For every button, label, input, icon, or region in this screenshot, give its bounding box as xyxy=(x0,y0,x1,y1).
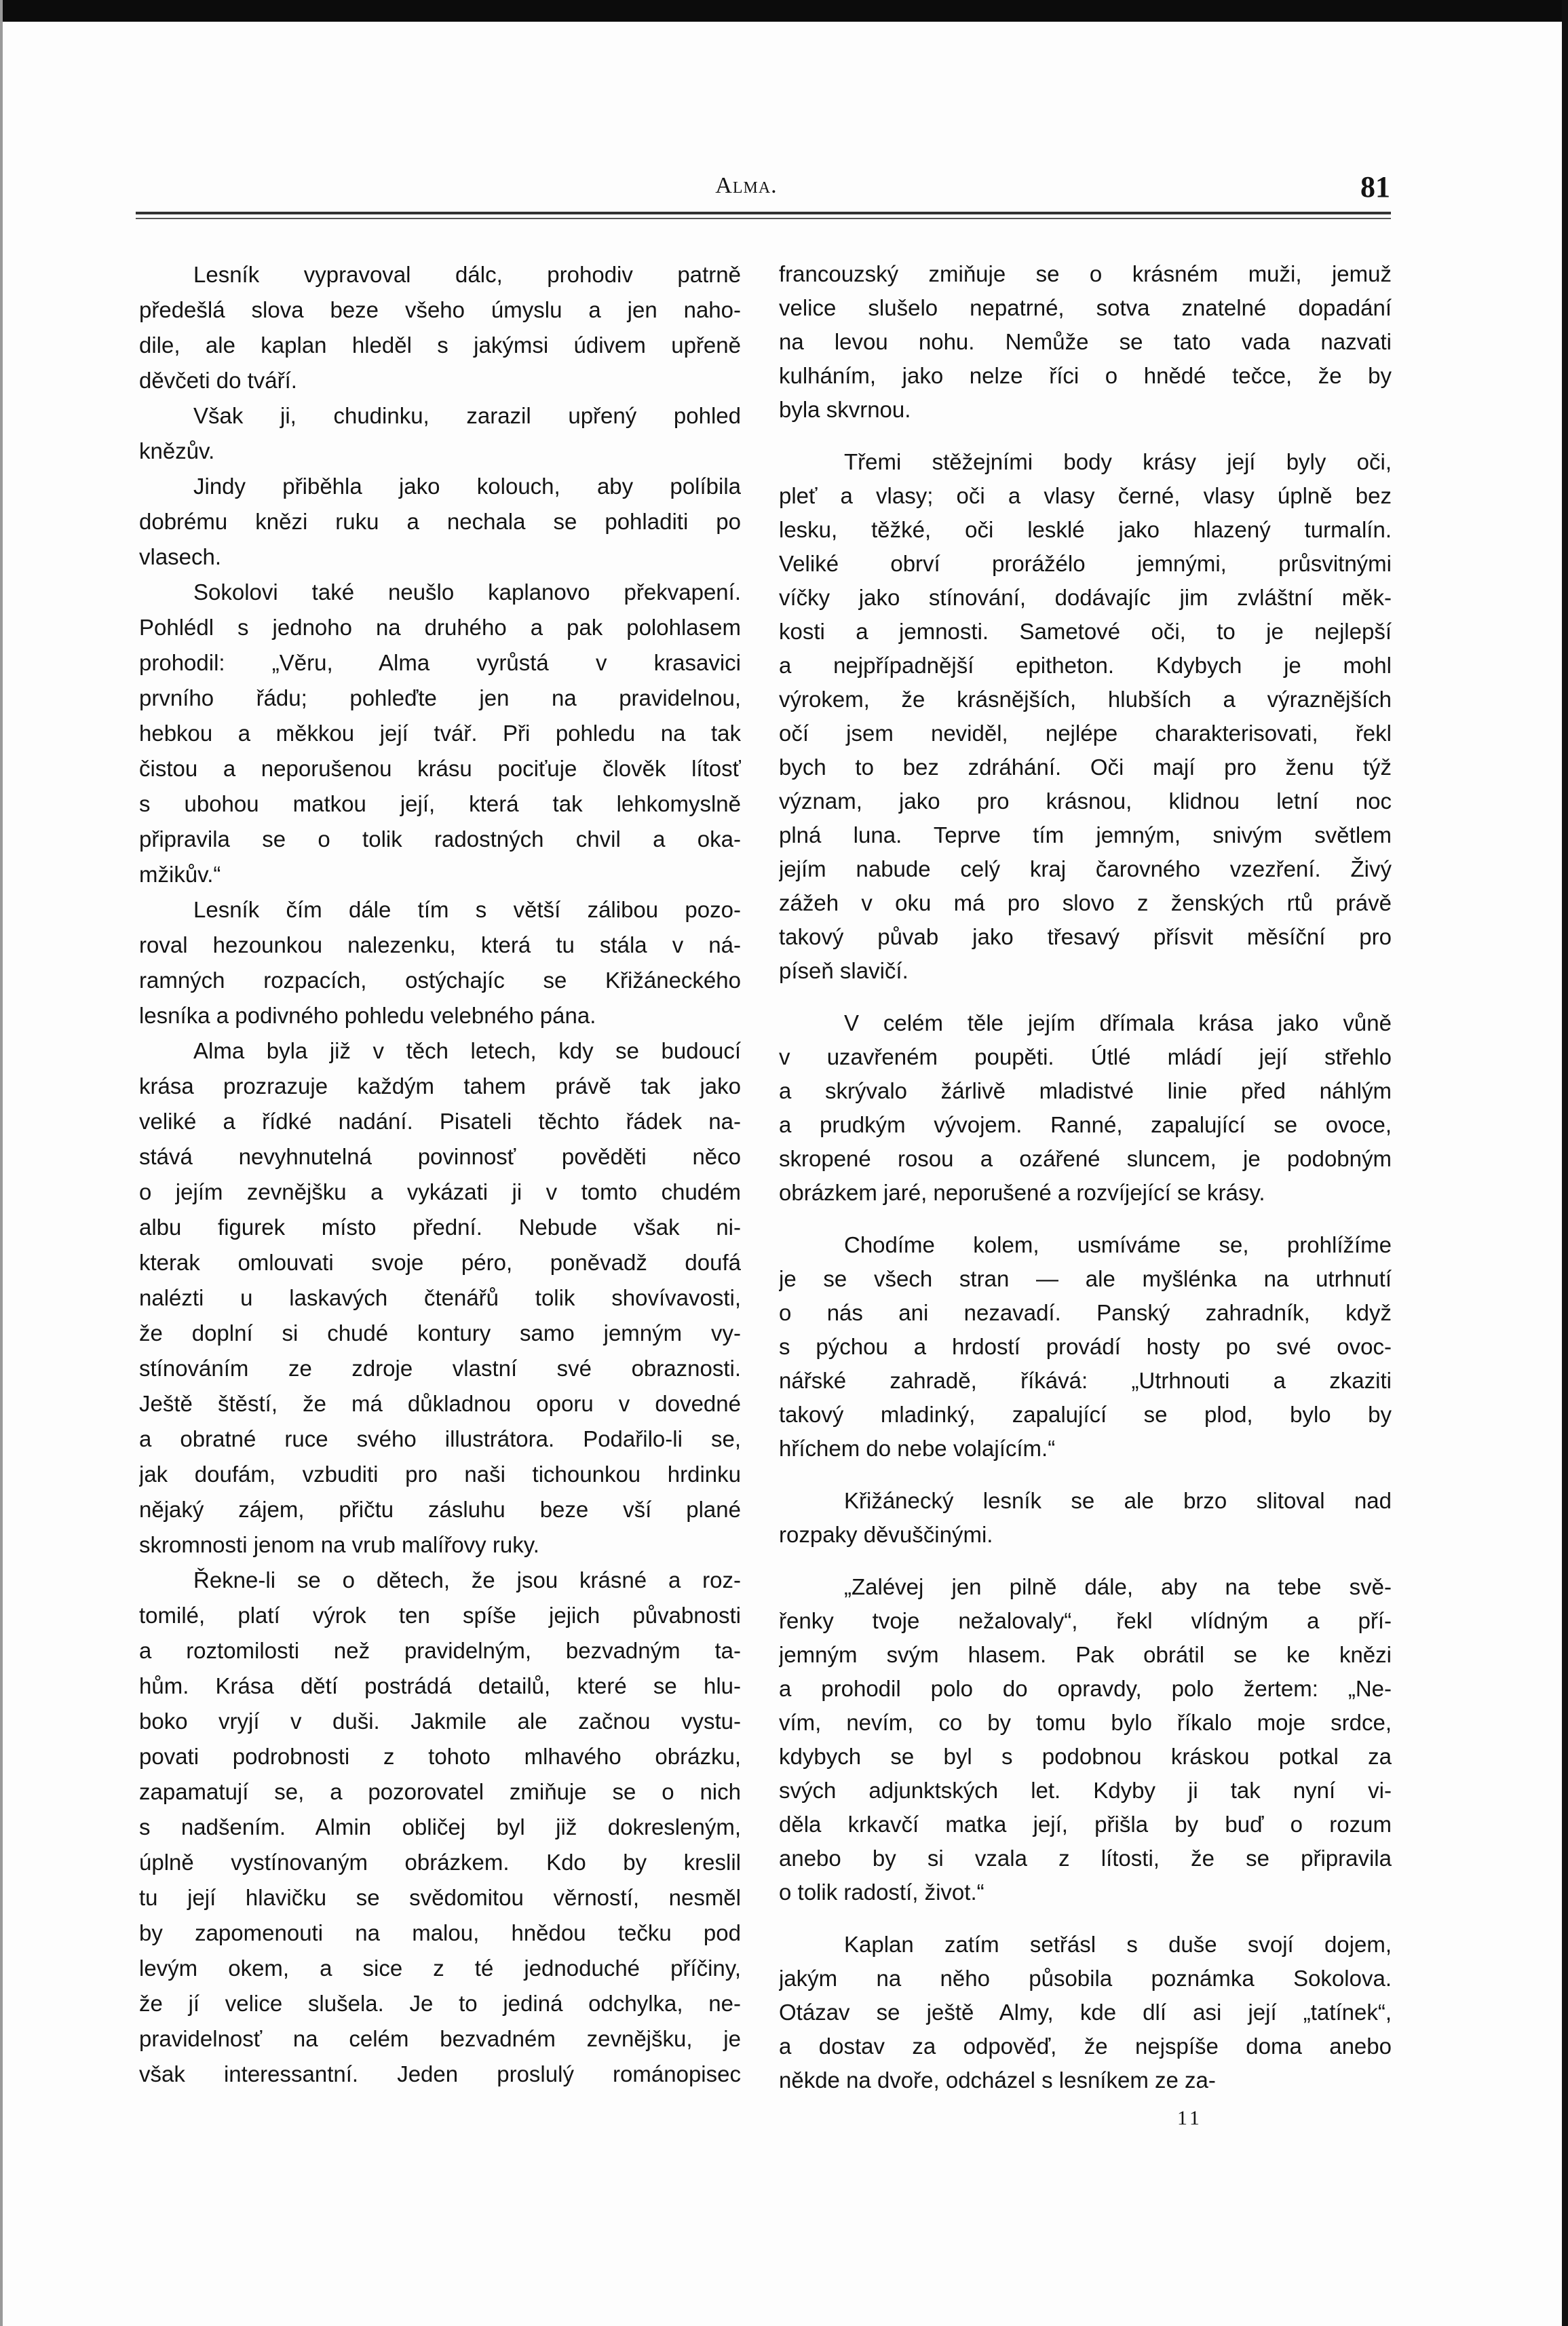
text-line: a obratné ruce svého illustrátora. Podařilo-li se, xyxy=(139,1426,741,1451)
paragraph xyxy=(779,1928,1392,2097)
text-line: pleť a vlasy; oči a vlasy černé, vlasy úplně bez xyxy=(779,483,1392,508)
text-line: anebo by si vzala z lítosti, že se připravila xyxy=(779,1846,1392,1871)
text-line: dile, ale kaplan hleděl s jakýmsi údivem upřeně xyxy=(139,332,741,358)
text-line: předešlá slova beze všeho úmyslu a jen naho- xyxy=(139,297,741,322)
text-line: v uzavřeném poupěti. Útlé mládí její střehlo xyxy=(779,1044,1392,1069)
text-line: skromnosti jenom na vrub malířovy ruky. xyxy=(139,1532,539,1557)
text-line: by zapomenouti na malou, hnědou tečku pod xyxy=(139,1920,741,1945)
text-line: zapamatují se, a pozorovatel zmiňuje se o nich xyxy=(139,1779,741,1804)
text-line: Lesník čím dále tím s větší zálibou pozo- xyxy=(193,897,741,922)
text-line: V celém těle jejím dřímala krása jako vůně xyxy=(844,1010,1392,1035)
text-line: Otázav se ještě Almy, kde dlí asi její „tatínek“, xyxy=(779,2000,1392,2025)
text-line: „Zalévej jen pilně dále, aby na tebe svě- xyxy=(844,1574,1392,1599)
text-column-right xyxy=(779,257,1392,2097)
text-line: dobrému knězi ruku a nechala se pohladiti po xyxy=(139,509,741,534)
text-line: prohodil: „Věru, Alma vyrůstá v krasavici xyxy=(139,650,741,675)
text-line: tomilé, platí výrok ten spíše jejich půvabnosti xyxy=(139,1603,741,1628)
text-line: úplně vystínovaným obrázkem. Kdo by kreslil xyxy=(139,1850,741,1875)
text-line: jakým na něho působila poznámka Sokolova. xyxy=(779,1966,1392,1991)
text-line: Jindy přiběhla jako kolouch, aby políbila xyxy=(193,474,741,499)
text-line: jemným svým hlasem. Pak obrátil se ke knězi xyxy=(779,1642,1392,1667)
text-line: obrázkem jaré, neporušené a rozvíjející se krásy. xyxy=(779,1180,1265,1205)
text-line: a prohodil polo do opravdy, polo žertem: „Ne- xyxy=(779,1676,1392,1701)
text-line: povati podrobnosti z tohoto mlhavého obrázku, xyxy=(139,1744,741,1769)
text-line: připravila se o tolik radostných chvil a oka- xyxy=(139,826,741,852)
text-line: děla krkavčí matka její, přišla by buď o rozum xyxy=(779,1812,1392,1837)
text-line: Kaplan zatím setřásl s duše svojí dojem, xyxy=(844,1932,1392,1957)
text-line: knězův. xyxy=(139,438,215,463)
text-line: Lesník vypravoval dálc, prohodiv patrně xyxy=(193,262,741,287)
text-line: boko vryjí v duši. Jakmile ale začnou vystu- xyxy=(139,1709,741,1734)
header-rule-thick xyxy=(136,212,1391,214)
text-line: hebkou a měkkou její tvář. Při pohledu na tak xyxy=(139,721,741,746)
scan-border-top xyxy=(0,0,1568,22)
text-line: svých adjunktských let. Kdyby ji tak nyní vi- xyxy=(779,1778,1392,1803)
text-line: s nadšením. Almin obličej byl již dokresleným, xyxy=(139,1814,741,1839)
text-column-left xyxy=(139,257,741,2092)
text-line: takový mladinký, zapalující se plod, bylo by xyxy=(779,1402,1392,1427)
text-line: skropené rosou a ozářené sluncem, je podobným xyxy=(779,1146,1392,1171)
text-line: čistou a neporušenou krásu pociťuje člověk lítosť xyxy=(139,756,741,781)
text-line: hům. Krása dětí postrádá detailů, které se hlu- xyxy=(139,1673,741,1698)
text-line: plná luna. Teprve tím jemným, snivým světlem xyxy=(779,822,1392,847)
text-line: o nás ani nezavadí. Panský zahradník, když xyxy=(779,1300,1392,1325)
text-line: Třemi stěžejními body krásy její byly oči, xyxy=(844,449,1392,474)
text-line: roval hezounkou nalezenku, která tu stála v ná- xyxy=(139,932,741,957)
text-line: stínováním ze zdroje vlastní své obraznosti. xyxy=(139,1356,741,1381)
text-line: kterak omlouvati svoje péro, poněvadž doufá xyxy=(139,1250,741,1275)
text-line: víčky jako stínování, dodávajíc jim zvláštní měk- xyxy=(779,585,1392,610)
text-line: a prudkým vývojem. Ranné, zapalující se ovoce, xyxy=(779,1112,1392,1137)
text-line: píseň slavičí. xyxy=(779,958,909,983)
text-line: Veliké obrví prorážélo jemnými, průsvitnými xyxy=(779,551,1392,576)
text-line: rozpaky děvuščinými. xyxy=(779,1522,993,1547)
text-line: zážeh v oku má pro slovo z ženských rtů právě xyxy=(779,890,1392,915)
text-line: lesníka a podivného pohledu velebného pána. xyxy=(139,1003,596,1028)
text-line: kdybych se byl s podobnou kráskou potkal za xyxy=(779,1744,1392,1769)
paragraph xyxy=(139,1033,741,1563)
text-line: a skrývalo žárlivě mladistvé linie před náhlým xyxy=(779,1078,1392,1103)
text-line: Řekne-li se o dětech, že jsou krásné a roz- xyxy=(193,1567,741,1593)
text-line: že jí velice slušela. Je to jediná odchylka, ne- xyxy=(139,1991,741,2016)
text-line: stává nevyhnutelná povinnosť pověděti něco xyxy=(139,1144,741,1169)
text-line: takový půvab jako třesavý přísvit měsíční pro xyxy=(779,924,1392,949)
text-line: někde na dvoře, odcházel s lesníkem ze za- xyxy=(779,2067,1216,2093)
text-line: Však ji, chudinku, zarazil upřený pohled xyxy=(193,403,741,428)
text-line: o tolik radostí, život.“ xyxy=(779,1880,984,1905)
text-line: francouzský zmiňuje se o krásném muži, jemuž xyxy=(779,261,1392,286)
text-line: hříchem do nebe volajícím.“ xyxy=(779,1436,1056,1461)
scan-border-left xyxy=(0,0,3,2326)
text-line: nářské zahradě, říkává: „Utrhnouti a zkaziti xyxy=(779,1368,1392,1393)
text-line: Alma byla již v těch letech, kdy se budoucí xyxy=(193,1038,741,1063)
paragraph xyxy=(779,1228,1392,1466)
text-line: ramných rozpacích, ostýchajíc se Křižáneckého xyxy=(139,968,741,993)
text-line: vím, nevím, co by tomu bylo říkalo moje srdce, xyxy=(779,1710,1392,1735)
text-line: a dostav za odpověď, že nejspíše doma anebo xyxy=(779,2034,1392,2059)
text-line: velice slušelo nepatrné, sotva znatelné dopadání xyxy=(779,295,1392,320)
text-line: byla skvrnou. xyxy=(779,397,911,422)
text-line: s pýchou a hrdostí provádí hosty po své ovoc- xyxy=(779,1334,1392,1359)
paragraph xyxy=(779,257,1392,427)
text-line: Chodíme kolem, usmíváme se, prohlížíme xyxy=(844,1232,1392,1257)
text-line: s ubohou matkou její, která tak lehkomyslně xyxy=(139,791,741,816)
printer-signature-mark: 11 xyxy=(1177,2107,1202,2129)
text-line: jejím nabude celý kraj čarovného vzezření. Živý xyxy=(779,856,1392,881)
header-rule-thin xyxy=(136,218,1391,219)
text-line: bych to bez zdráhání. Oči mají pro ženu týž xyxy=(779,755,1392,780)
paragraph xyxy=(139,469,741,575)
text-line: význam, jako pro krásnou, klidnou letní noc xyxy=(779,788,1392,814)
paragraph xyxy=(139,257,741,398)
paragraph xyxy=(779,1570,1392,1909)
text-line: kulháním, jako nelze říci o hnědé tečce, že by xyxy=(779,363,1392,388)
text-line: prvního řádu; pohleďte jen na pravidelnou, xyxy=(139,685,741,710)
text-line: výrokem, že krásnějších, hlubších a výraznějších xyxy=(779,687,1392,712)
text-line: Sokolovi také neušlo kaplanovo překvapení. xyxy=(193,579,741,605)
scan-border-right xyxy=(1562,0,1568,2326)
text-line: veliké a řídké nadání. Pisateli těchto řádek na- xyxy=(139,1109,741,1134)
text-line: albu figurek místo přední. Nebude však ni- xyxy=(139,1215,741,1240)
text-line: o jejím zevnějšku a vykázati ji v tomto chudém xyxy=(139,1179,741,1204)
page-number: 81 xyxy=(1360,170,1390,204)
text-line: Ještě štěstí, že má důkladnou oporu v dovedné xyxy=(139,1391,741,1416)
text-line: řenky tvoje nežalovaly“, řekl vlídným a pří- xyxy=(779,1608,1392,1633)
running-title: Alma. xyxy=(715,173,778,198)
paragraph xyxy=(139,1563,741,2092)
paragraph xyxy=(139,892,741,1033)
text-line: pravidelnosť na celém bezvadném zevnějšku, je xyxy=(139,2026,741,2051)
text-line: a roztomilosti než pravidelným, bezvadným ta- xyxy=(139,1638,741,1663)
text-line: levým okem, a sice z té jednoduché příčiny, xyxy=(139,1956,741,1981)
text-line: na levou nohu. Nemůže se tato vada nazvati xyxy=(779,329,1392,354)
text-line: že doplní si chudé kontury samo jemným vy- xyxy=(139,1320,741,1346)
paragraph xyxy=(779,445,1392,988)
text-line: nalézti u laskavých čtenářů tolik shovívavosti, xyxy=(139,1285,741,1310)
paragraph xyxy=(139,575,741,892)
text-line: mžikův.“ xyxy=(139,862,221,887)
text-line: tu její hlavičku se svědomitou věrností, nesměl xyxy=(139,1885,741,1910)
text-line: vlasech. xyxy=(139,544,222,569)
text-line: Křižánecký lesník se ale brzo slitoval nad xyxy=(844,1488,1392,1513)
paragraph xyxy=(139,398,741,469)
text-line: nějaký zájem, přičtu zásluhu beze vší plané xyxy=(139,1497,741,1522)
paragraph xyxy=(779,1006,1392,1210)
text-line: děvčeti do tváří. xyxy=(139,368,297,393)
text-line: však interessantní. Jeden proslulý románopisec xyxy=(139,2061,741,2086)
text-line: kosti a jemnosti. Sametové oči, to je nejlepší xyxy=(779,619,1392,644)
text-line: krása prozrazuje každým tahem právě tak jako xyxy=(139,1073,741,1099)
text-line: je se všech stran — ale myšlénka na utrhnutí xyxy=(779,1266,1392,1291)
text-line: lesku, těžké, oči lesklé jako hlazený turmalín. xyxy=(779,517,1392,542)
paragraph xyxy=(779,1484,1392,1552)
text-line: Pohlédl s jednoho na druhého a pak polohlasem xyxy=(139,615,741,640)
text-line: a nejpřípadnější epitheton. Kdybych je mohl xyxy=(779,653,1392,678)
text-line: jak doufám, vzbuditi pro naši tichounkou hrdinku xyxy=(139,1462,741,1487)
text-line: očí jsem neviděl, nejlépe charakterisovati, řekl xyxy=(779,721,1392,746)
